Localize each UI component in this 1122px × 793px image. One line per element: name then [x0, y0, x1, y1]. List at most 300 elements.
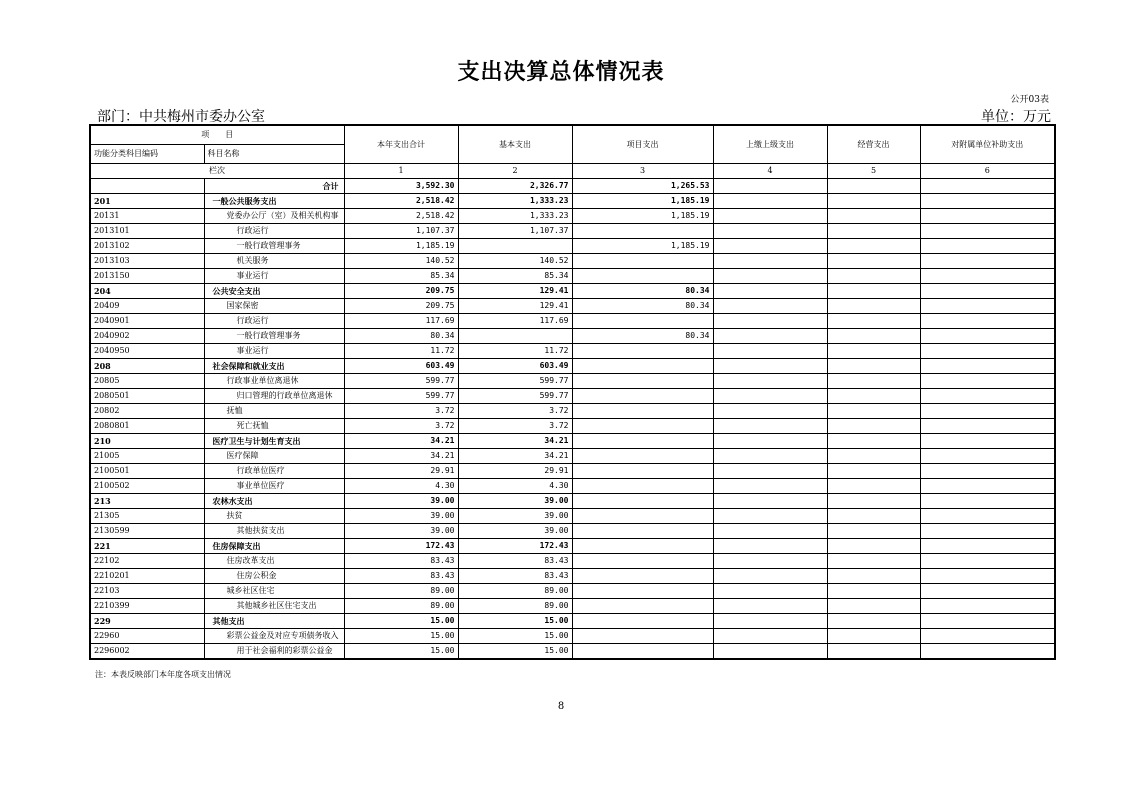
cell-subject-name: 社会保障和就业支出 [204, 359, 344, 374]
cell-subject-name: 行政单位医疗 [204, 464, 344, 479]
table-row [90, 464, 1055, 479]
cell-basic: 39.00 [458, 494, 572, 509]
cell-subject-name: 扶贫 [204, 509, 344, 524]
cell-code: 201 [90, 194, 204, 209]
cell-upper [713, 554, 827, 569]
cell-subsidy [920, 329, 1055, 344]
cell-upper [713, 614, 827, 629]
cell-subject-name: 事业运行 [204, 269, 344, 284]
table-row [90, 254, 1055, 269]
cell-basic: 83.43 [458, 554, 572, 569]
cell-project [572, 644, 713, 660]
cell-basic: 1,333.23 [458, 209, 572, 224]
cell-basic: 2,326.77 [458, 179, 572, 194]
page-number: 8 [557, 701, 565, 712]
cell-total: 89.00 [344, 599, 458, 614]
cell-total: 3,592.30 [344, 179, 458, 194]
cell-subject-name: 一般行政管理事务 [204, 329, 344, 344]
cell-subsidy [920, 569, 1055, 584]
cell-project [572, 449, 713, 464]
header-basic: 基本支出 [458, 125, 572, 164]
table-row [90, 614, 1055, 629]
table-row [90, 479, 1055, 494]
cell-subject-name: 其他支出 [204, 614, 344, 629]
table-row [90, 539, 1055, 554]
cell-operating [827, 644, 920, 660]
cell-code: 2210399 [90, 599, 204, 614]
cell-upper [713, 314, 827, 329]
cell-operating [827, 254, 920, 269]
cell-operating [827, 194, 920, 209]
cell-subsidy [920, 194, 1055, 209]
cell-subject-name: 住房改革支出 [204, 554, 344, 569]
table-row [90, 584, 1055, 599]
cell-total: 599.77 [344, 374, 458, 389]
header-operating: 经营支出 [827, 125, 920, 164]
column-number: 6 [920, 164, 1055, 179]
cell-code: 2013102 [90, 239, 204, 254]
cell-code: 20805 [90, 374, 204, 389]
cell-subject-name: 合计 [204, 179, 344, 194]
cell-subsidy [920, 374, 1055, 389]
cell-basic: 172.43 [458, 539, 572, 554]
cell-operating [827, 419, 920, 434]
cell-total: 3.72 [344, 419, 458, 434]
cell-upper [713, 524, 827, 539]
table-row [90, 434, 1055, 449]
page-title: 支出决算总体情况表 [457, 59, 665, 85]
cell-upper [713, 539, 827, 554]
cell-subsidy [920, 629, 1055, 644]
cell-subject-name: 事业运行 [204, 344, 344, 359]
cell-basic: 1,333.23 [458, 194, 572, 209]
cell-total: 15.00 [344, 614, 458, 629]
cell-basic [458, 329, 572, 344]
cell-basic: 117.69 [458, 314, 572, 329]
cell-upper [713, 569, 827, 584]
cell-subsidy [920, 524, 1055, 539]
cell-code: 210 [90, 434, 204, 449]
table-row [90, 179, 1055, 194]
cell-basic: 3.72 [458, 419, 572, 434]
cell-project [572, 344, 713, 359]
cell-subsidy [920, 179, 1055, 194]
footnote: 注：本表反映部门本年度各项支出情况 [95, 670, 231, 679]
cell-operating [827, 479, 920, 494]
cell-project [572, 614, 713, 629]
cell-upper [713, 239, 827, 254]
cell-upper [713, 509, 827, 524]
cell-operating [827, 494, 920, 509]
cell-code: 2296002 [90, 644, 204, 660]
cell-project: 80.34 [572, 329, 713, 344]
cell-operating [827, 269, 920, 284]
cell-upper [713, 599, 827, 614]
cell-subsidy [920, 284, 1055, 299]
cell-basic: 140.52 [458, 254, 572, 269]
table-row [90, 644, 1055, 660]
cell-total: 1,185.19 [344, 239, 458, 254]
cell-code: 22103 [90, 584, 204, 599]
cell-subject-name: 用于社会福利的彩票公益金 [204, 644, 344, 660]
cell-total: 29.91 [344, 464, 458, 479]
cell-subsidy [920, 254, 1055, 269]
cell-total: 89.00 [344, 584, 458, 599]
cell-upper [713, 404, 827, 419]
cell-basic: 129.41 [458, 299, 572, 314]
cell-project [572, 524, 713, 539]
table-row [90, 494, 1055, 509]
cell-subsidy [920, 599, 1055, 614]
cell-subsidy [920, 404, 1055, 419]
table-row [90, 299, 1055, 314]
cell-project [572, 569, 713, 584]
cell-operating [827, 569, 920, 584]
cell-total: 3.72 [344, 404, 458, 419]
cell-subject-name: 一般行政管理事务 [204, 239, 344, 254]
cell-subsidy [920, 584, 1055, 599]
cell-total: 172.43 [344, 539, 458, 554]
cell-basic: 34.21 [458, 449, 572, 464]
cell-code: 2040902 [90, 329, 204, 344]
cell-operating [827, 284, 920, 299]
cell-operating [827, 464, 920, 479]
cell-total: 4.30 [344, 479, 458, 494]
cell-upper [713, 644, 827, 660]
cell-total: 39.00 [344, 494, 458, 509]
cell-project: 80.34 [572, 299, 713, 314]
cell-project [572, 599, 713, 614]
cell-operating [827, 554, 920, 569]
cell-basic: 15.00 [458, 644, 572, 660]
cell-project [572, 464, 713, 479]
cell-subject-name: 住房公积金 [204, 569, 344, 584]
cell-operating [827, 224, 920, 239]
cell-upper [713, 209, 827, 224]
table-row [90, 419, 1055, 434]
cell-total: 39.00 [344, 524, 458, 539]
cell-operating [827, 584, 920, 599]
cell-subject-name: 国家保密 [204, 299, 344, 314]
cell-basic: 599.77 [458, 389, 572, 404]
cell-code: 2040901 [90, 314, 204, 329]
cell-total: 83.43 [344, 569, 458, 584]
cell-subject-name: 党委办公厅（室）及相关机构事 [204, 209, 344, 224]
cell-project: 1,185.19 [572, 194, 713, 209]
cell-upper [713, 254, 827, 269]
cell-basic: 85.34 [458, 269, 572, 284]
cell-total: 39.00 [344, 509, 458, 524]
table-row [90, 404, 1055, 419]
cell-total: 34.21 [344, 449, 458, 464]
cell-project [572, 479, 713, 494]
cell-basic [458, 239, 572, 254]
cell-total: 34.21 [344, 434, 458, 449]
cell-total: 83.43 [344, 554, 458, 569]
cell-basic: 89.00 [458, 584, 572, 599]
cell-code: 2130599 [90, 524, 204, 539]
cell-total: 2,518.42 [344, 209, 458, 224]
cell-code: 22102 [90, 554, 204, 569]
cell-total: 2,518.42 [344, 194, 458, 209]
cell-subject-name: 机关服务 [204, 254, 344, 269]
cell-code: 2013150 [90, 269, 204, 284]
cell-upper [713, 224, 827, 239]
cell-code: 2100502 [90, 479, 204, 494]
cell-subject-name: 一般公共服务支出 [204, 194, 344, 209]
cell-basic: 29.91 [458, 464, 572, 479]
table-row [90, 509, 1055, 524]
cell-code: 2080801 [90, 419, 204, 434]
table-row [90, 314, 1055, 329]
cell-subsidy [920, 539, 1055, 554]
table-row [90, 269, 1055, 284]
cell-code: 20802 [90, 404, 204, 419]
cell-project: 1,265.53 [572, 179, 713, 194]
header-subsidy: 对附属单位补助支出 [920, 125, 1055, 164]
cell-operating [827, 629, 920, 644]
cell-code: 213 [90, 494, 204, 509]
cell-upper [713, 449, 827, 464]
cell-code: 22960 [90, 629, 204, 644]
cell-code: 2013101 [90, 224, 204, 239]
cell-upper [713, 284, 827, 299]
cell-code: 221 [90, 539, 204, 554]
cell-project [572, 254, 713, 269]
cell-project [572, 509, 713, 524]
cell-upper [713, 464, 827, 479]
cell-code: 204 [90, 284, 204, 299]
cell-project [572, 629, 713, 644]
cell-subject-name: 归口管理的行政单位离退休 [204, 389, 344, 404]
cell-project [572, 359, 713, 374]
table-row [90, 599, 1055, 614]
unit-label: 单位：万元 [981, 109, 1051, 125]
cell-subsidy [920, 509, 1055, 524]
cell-operating [827, 239, 920, 254]
cell-subject-name: 死亡抚恤 [204, 419, 344, 434]
cell-subsidy [920, 389, 1055, 404]
cell-subject-name: 农林水支出 [204, 494, 344, 509]
table-row [90, 389, 1055, 404]
cell-basic: 603.49 [458, 359, 572, 374]
cell-upper [713, 479, 827, 494]
cell-subsidy [920, 314, 1055, 329]
cell-basic: 4.30 [458, 479, 572, 494]
cell-project [572, 374, 713, 389]
cell-subsidy [920, 359, 1055, 374]
cell-subsidy [920, 614, 1055, 629]
table-row [90, 224, 1055, 239]
cell-operating [827, 449, 920, 464]
table-row [90, 374, 1055, 389]
cell-total: 15.00 [344, 629, 458, 644]
cell-code: 208 [90, 359, 204, 374]
cell-upper [713, 299, 827, 314]
cell-code: 2080501 [90, 389, 204, 404]
header-item: 项 目 [90, 125, 344, 145]
cell-subject-name: 彩票公益金及对应专项债务收入 [204, 629, 344, 644]
header-upper: 上缴上级支出 [713, 125, 827, 164]
cell-subsidy [920, 434, 1055, 449]
cell-project [572, 419, 713, 434]
cell-project [572, 314, 713, 329]
table-row [90, 284, 1055, 299]
cell-project [572, 224, 713, 239]
cell-upper [713, 194, 827, 209]
cell-basic: 39.00 [458, 524, 572, 539]
cell-subsidy [920, 494, 1055, 509]
column-number: 2 [458, 164, 572, 179]
cell-basic: 15.00 [458, 629, 572, 644]
cell-code: 2210201 [90, 569, 204, 584]
cell-subject-name: 医疗卫生与计划生育支出 [204, 434, 344, 449]
cell-upper [713, 584, 827, 599]
table-row [90, 629, 1055, 644]
table-row [90, 239, 1055, 254]
cell-operating [827, 359, 920, 374]
cell-basic: 129.41 [458, 284, 572, 299]
cell-subject-name: 事业单位医疗 [204, 479, 344, 494]
cell-basic: 83.43 [458, 569, 572, 584]
cell-project [572, 269, 713, 284]
cell-operating [827, 299, 920, 314]
header-subject-name: 科目名称 [204, 145, 344, 164]
cell-subject-name: 其他城乡社区住宅支出 [204, 599, 344, 614]
cell-project: 1,185.19 [572, 239, 713, 254]
table-row [90, 329, 1055, 344]
cell-operating [827, 539, 920, 554]
table-row [90, 569, 1055, 584]
table-row [90, 209, 1055, 224]
cell-project: 80.34 [572, 284, 713, 299]
cell-basic: 3.72 [458, 404, 572, 419]
cell-basic: 1,107.37 [458, 224, 572, 239]
cell-subsidy [920, 239, 1055, 254]
cell-subject-name: 住房保障支出 [204, 539, 344, 554]
cell-project [572, 434, 713, 449]
table-row [90, 449, 1055, 464]
cell-upper [713, 419, 827, 434]
cell-operating [827, 209, 920, 224]
cell-basic: 89.00 [458, 599, 572, 614]
column-number: 4 [713, 164, 827, 179]
cell-operating [827, 314, 920, 329]
column-number: 1 [344, 164, 458, 179]
cell-code: 20409 [90, 299, 204, 314]
cell-subject-name: 公共安全支出 [204, 284, 344, 299]
cell-operating [827, 599, 920, 614]
header-total: 本年支出合计 [344, 125, 458, 164]
cell-subject-name: 城乡社区住宅 [204, 584, 344, 599]
cell-subject-name: 行政运行 [204, 224, 344, 239]
cell-subsidy [920, 449, 1055, 464]
table-row [90, 344, 1055, 359]
cell-operating [827, 404, 920, 419]
cell-operating [827, 524, 920, 539]
cell-subject-name: 行政事业单位离退休 [204, 374, 344, 389]
cell-subject-name: 行政运行 [204, 314, 344, 329]
cell-total: 80.34 [344, 329, 458, 344]
cell-basic: 15.00 [458, 614, 572, 629]
cell-subsidy [920, 479, 1055, 494]
cell-subsidy [920, 344, 1055, 359]
cell-project [572, 584, 713, 599]
cell-basic: 39.00 [458, 509, 572, 524]
cell-total: 15.00 [344, 644, 458, 660]
cell-operating [827, 329, 920, 344]
cell-code: 21005 [90, 449, 204, 464]
cell-code: 229 [90, 614, 204, 629]
cell-subject-name: 抚恤 [204, 404, 344, 419]
cell-basic: 11.72 [458, 344, 572, 359]
header-project: 项目支出 [572, 125, 713, 164]
cell-upper [713, 359, 827, 374]
cell-upper [713, 269, 827, 284]
cell-project: 1,185.19 [572, 209, 713, 224]
table-code: 公开03表 [1010, 95, 1049, 105]
column-number: 5 [827, 164, 920, 179]
cell-total: 209.75 [344, 284, 458, 299]
cell-subject-name: 医疗保障 [204, 449, 344, 464]
cell-upper [713, 329, 827, 344]
cell-upper [713, 179, 827, 194]
cell-operating [827, 434, 920, 449]
cell-operating [827, 389, 920, 404]
cell-total: 209.75 [344, 299, 458, 314]
cell-operating [827, 179, 920, 194]
cell-basic: 599.77 [458, 374, 572, 389]
cell-code: 20131 [90, 209, 204, 224]
cell-project [572, 494, 713, 509]
cell-subsidy [920, 299, 1055, 314]
cell-total: 603.49 [344, 359, 458, 374]
cell-subsidy [920, 209, 1055, 224]
cell-code: 2040950 [90, 344, 204, 359]
cell-subsidy [920, 554, 1055, 569]
cell-operating [827, 509, 920, 524]
cell-project [572, 389, 713, 404]
cell-upper [713, 389, 827, 404]
cell-total: 85.34 [344, 269, 458, 284]
cell-upper [713, 374, 827, 389]
cell-project [572, 539, 713, 554]
column-number: 3 [572, 164, 713, 179]
cell-total: 140.52 [344, 254, 458, 269]
cell-total: 11.72 [344, 344, 458, 359]
cell-subsidy [920, 644, 1055, 660]
cell-total: 1,107.37 [344, 224, 458, 239]
cell-subsidy [920, 269, 1055, 284]
cell-code [90, 179, 204, 194]
department-label: 部门：中共梅州市委办公室 [97, 109, 265, 125]
cell-operating [827, 374, 920, 389]
cell-basic: 34.21 [458, 434, 572, 449]
cell-subject-name: 其他扶贫支出 [204, 524, 344, 539]
table-row [90, 359, 1055, 374]
column-number-label: 栏次 [90, 164, 344, 179]
cell-subsidy [920, 224, 1055, 239]
cell-project [572, 404, 713, 419]
header-func-code: 功能分类科目编码 [90, 145, 204, 164]
cell-code: 2100501 [90, 464, 204, 479]
cell-project [572, 554, 713, 569]
cell-subsidy [920, 419, 1055, 434]
cell-operating [827, 614, 920, 629]
cell-code: 21305 [90, 509, 204, 524]
table-row [90, 554, 1055, 569]
cell-upper [713, 434, 827, 449]
